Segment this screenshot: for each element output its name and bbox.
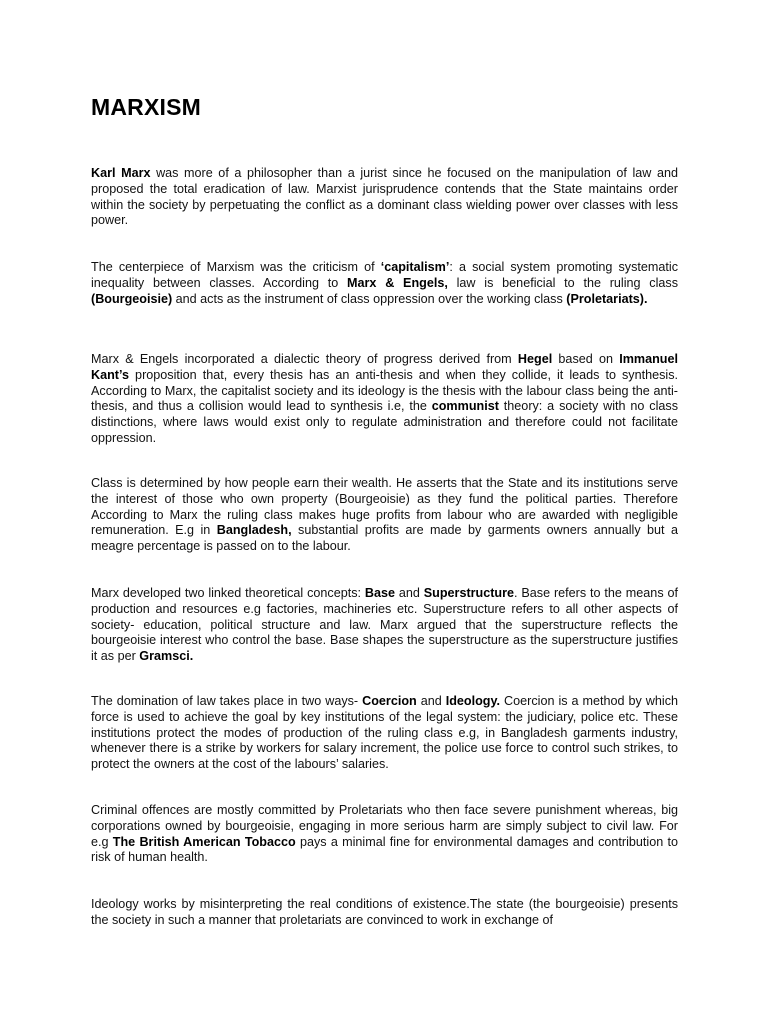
- paragraph-dialectic-theory: [91, 352, 678, 447]
- emphasis-text: Marx & Engels,: [347, 275, 448, 290]
- emphasis-text: (Bourgeoisie): [91, 291, 173, 306]
- body-text: : a social system promoting systematic inequality between classes. According to: [91, 260, 678, 290]
- emphasis-text: Bangladesh,: [216, 523, 292, 538]
- emphasis-text: Superstructure: [423, 586, 515, 600]
- body-text: Marx developed two linked theoretical concepts:: [91, 586, 365, 600]
- body-text: was more of a philosopher than a jurist since he focused on the manipulation of law and proposed the total eradication of law. Marxist jurisprudence contends that the State maintains order within the society by perpetuating the conflict as a dominant class wielding power over classes with less power.: [91, 166, 678, 228]
- emphasis-text: communist: [431, 399, 499, 414]
- body-text: and: [416, 694, 446, 708]
- body-text: Ideology works by misinterpreting the real conditions of existence.The state (the bourgeoisie) presents the society in such a manner that proletariats are convinced to work in exchange of: [91, 897, 678, 927]
- body-text: based on: [552, 352, 620, 366]
- body-text: theory: a society with no class distinctions, where laws would exist only to regulate administration and therefore could not facilitate oppression.: [91, 399, 679, 445]
- emphasis-text: Karl Marx: [91, 166, 151, 180]
- body-text: proposition that, every thesis has an anti-thesis and when they collide, it leads to synthesis. According to Marx, the capitalist society and its ideology is the thesis with the labour class being the anti-thesis, and thus a collision would lead to synthesis i.e, the: [91, 367, 678, 414]
- emphasis-text: Base: [364, 586, 395, 600]
- paragraph-class-wealth: [91, 476, 678, 555]
- body-text: . Base refers to the means of production and resources e.g factories, machineries etc. Superstructure refers to all other aspects of society- education, political structure and law. Marx argued that the superstructure reflects the bourgeoisie interest who control the base. Base shapes the superstructure as the superstructure justifies it as per: [91, 586, 678, 664]
- paragraph-criminal-offences: [91, 803, 678, 866]
- document-title: MARXISM: [91, 94, 202, 120]
- paragraph-base-superstructure: [91, 586, 678, 665]
- emphasis-text: The British American Tobacco: [112, 834, 296, 849]
- body-text: Coercion is a method by which force is used to achieve the goal by key institutions of the legal system: the judiciary, police etc. These institutions protect the modes of production of the ruling class e.g, in Bangladesh garments industry, whenever there is a strike by workers for salary increment, the police use force to control such strikes, to protect the owners at the cost of the labours’ salaries.: [91, 694, 679, 772]
- body-text: Criminal offences are mostly committed by Proletariats who then face severe punishment whereas, big corporations owned by bourgeoisie, engaging in more serious harm are simply subject to civil law. For e.g: [91, 803, 678, 849]
- emphasis-text: ‘capitalism’: [380, 260, 450, 274]
- paragraph-capitalism: [91, 260, 678, 307]
- paragraph-coercion-ideology: [91, 694, 678, 773]
- paragraph-karl-marx: [91, 166, 678, 229]
- body-text: substantial profits are made by garments owners annually but a meagre percentage is passed on to the labour.: [91, 523, 678, 554]
- body-text: Class is determined by how people earn their wealth. He asserts that the State and its institutions serve the interest of those who own property (Bourgeoisie) as they fund the political parties. Therefore According to Marx the ruling class makes huge profits from labour who are awarded with negligible remuneration. E.g in: [91, 476, 678, 538]
- emphasis-text: (Proletariats).: [566, 291, 648, 306]
- emphasis-text: Immanuel Kant’s: [91, 352, 679, 382]
- body-text: The centerpiece of Marxism was the criticism of: [91, 260, 381, 274]
- emphasis-text: Coercion: [362, 694, 417, 708]
- body-text: The domination of law takes place in two ways-: [91, 694, 363, 708]
- emphasis-text: Gramsci.: [139, 649, 194, 664]
- body-text: and: [394, 586, 424, 600]
- paragraph-ideology: [91, 897, 678, 929]
- body-text: Marx & Engels incorporated a dialectic theory of progress derived from: [91, 352, 518, 366]
- body-text: law is beneficial to the ruling class: [447, 275, 678, 290]
- body-text: pays a minimal fine for environmental damages and contribution to risk of human health.: [91, 834, 678, 865]
- body-text: and acts as the instrument of class oppression over the working class: [172, 291, 567, 306]
- emphasis-text: Ideology.: [445, 694, 501, 708]
- emphasis-text: Hegel: [517, 352, 553, 366]
